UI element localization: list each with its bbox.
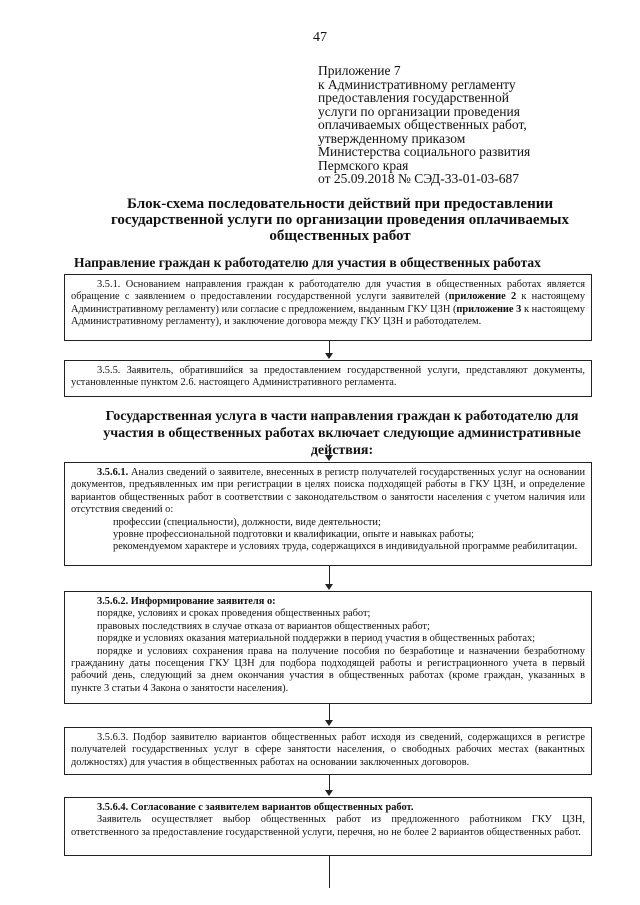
list-item: профессии (специальности), должности, виде деятельности; (113, 516, 381, 528)
appendix-line: услуги по организации проведения (318, 103, 520, 119)
flow-box-3-5-6-4 (64, 797, 592, 856)
appendix-line: от 25.09.2018 № СЭД-33-01-03-687 (318, 171, 519, 186)
appendix-line: оплачиваемых общественных работ, (318, 117, 527, 132)
page-number: 47 (313, 30, 327, 45)
appendix-line: предоставления государственной (318, 90, 509, 105)
appendix-line: к Административному регламенту (318, 76, 516, 92)
list-item: рекомендуемом характере и условиях труда, содержащихся в индивидуальной программе реабилитации. (113, 541, 578, 553)
flow-box-3-5-6-2 (64, 591, 592, 704)
flow-box-3-5-6-1 (64, 462, 592, 566)
arrow-down-icon (325, 353, 333, 359)
connector-line (329, 566, 330, 585)
appendix-line: Пермского края (318, 157, 409, 173)
flow-box-3-5-6-3 (64, 727, 592, 775)
list-item: порядке и условиях оказания материальной поддержки в период участия в общественных работах; (97, 633, 536, 645)
section-heading-actions: Государственная услуга в части направления граждан к работодателю для участия в общественных работах включает следующие административные действия: (103, 409, 581, 458)
box-text: 3.5.5. Заявитель, обратившийся за предоставлением государственной услуги, представляют документы, установленные пунктом 2.6. настоящего Административного регламента. (71, 365, 585, 389)
flow-box-3-5-1 (64, 274, 592, 341)
list-item: уровне профессиональной подготовки и квалификации, опыте и навыках работы; (113, 529, 475, 541)
arrow-down-icon (325, 584, 333, 590)
connector-line (329, 704, 330, 721)
list-item: порядке и условиях сохранения права на получение пособия по безработице и назначении безработному гражданину даты посещения ГКУ ЦЗН для подбора подходящей работы и регистрационного учета в первый рабочий день, следующий за днем окончания участия в общественных работах (кроме граждан, указанных в пункте 3 статьи 4 Закона о занятости населения). (71, 645, 585, 694)
list-item: порядке, условиях и сроках проведения общественных работ; (97, 608, 371, 620)
arrow-down-icon (325, 455, 333, 461)
box-text: 3.5.6.3. Подбор заявителю вариантов общественных работ исходя из сведений, содержащихся в регистре получателей государственных услуг в сфере занятости населения, о свободных рабочих местах (вакантных должностях) для участия в общественных работах на основании заключенных договоров. (71, 732, 585, 768)
box-text: Заявитель осуществляет выбор общественных работ из предложенного работником ГКУ ЦЗН, ответственного за предоставление государственной услуги, перечня, но не более 2 вариантов общественных работ. (71, 814, 585, 838)
box-text: 3.5.1. Основанием направления граждан к работодателю для участия в общественных работах является обращение с заявлением о предоставлении государственной услуги заявителей (приложение 2 к настоящему Административному регламенту) или согласие с предложением, выданным ГКУ ЦЗН (приложение 3 к настоящему Административному регламенту), и заключение договора между ГКУ ЦЗН и работодателем. (71, 279, 586, 328)
document-title: Блок-схема последовательности действий при предоставлении государственной услуги по организации проведения оплачиваемых общественных работ (110, 196, 569, 244)
flow-box-3-5-5 (64, 360, 592, 397)
arrow-down-icon (325, 720, 333, 726)
box-text: 3.5.6.1. Анализ сведений о заявителе, внесенных в регистр получателей государственных услуг на основании документов, предъявленных им при регистрации в целях поиска подходящей работы в ГКУ ЦЗН, и определение вариантов общественных работ в соответствии с законодательством о занятости населения с учетом наличия или отсутствия сведений о: (71, 467, 585, 516)
box-heading: 3.5.6.2. Информирование заявителя о: (97, 596, 276, 607)
appendix-header (318, 64, 608, 186)
list-item: правовых последствиях в случае отказа от вариантов общественных работ; (97, 620, 430, 632)
connector-line (329, 775, 330, 791)
appendix-line: Министерства социального развития (318, 144, 531, 159)
arrow-down-icon (325, 790, 333, 796)
box-heading: 3.5.6.4. Согласование с заявителем вариантов общественных работ. (97, 802, 414, 813)
section-heading-referral: Направление граждан к работодателю для участия в общественных работах (74, 255, 541, 270)
connector-line (329, 856, 330, 888)
appendix-line: Приложение 7 (318, 63, 401, 78)
appendix-line: утвержденному приказом (318, 130, 466, 146)
